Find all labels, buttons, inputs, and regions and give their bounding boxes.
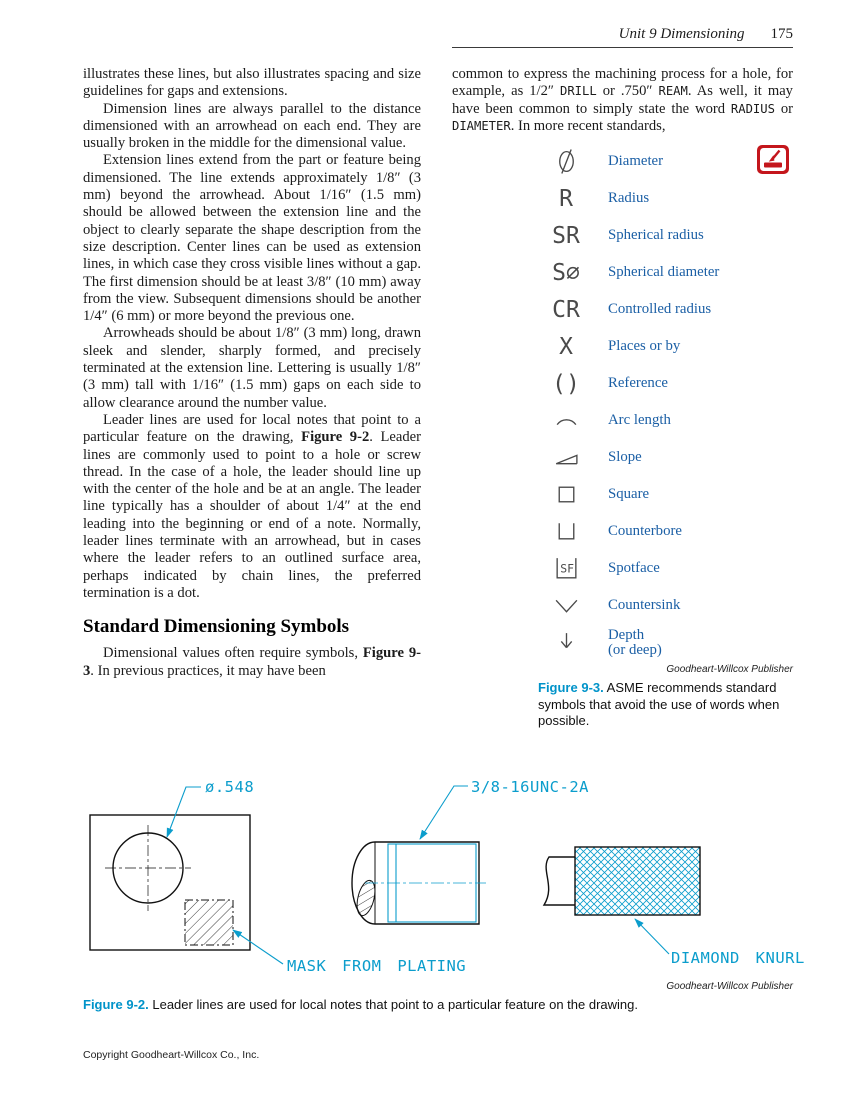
thread-note: 3/8-16UNC-2A — [471, 778, 589, 796]
symbol-row — [538, 513, 793, 550]
figure-9-2-caption-text: Leader lines are used for local notes that point to a particular feature on the drawing. — [148, 997, 638, 1012]
running-header — [619, 26, 793, 43]
header-page-number: 175 — [770, 26, 793, 42]
figure-9-3 — [452, 143, 793, 730]
figure-9-2-caption — [83, 997, 793, 1014]
section-heading: Standard Dimensioning Symbols — [83, 616, 350, 638]
square-symbol — [538, 481, 594, 508]
radius-symbol: R — [559, 185, 573, 212]
right-column — [452, 66, 793, 730]
figure-9-2-reference: Figure 9-2 — [301, 429, 370, 446]
symbol-label: Spotface — [608, 560, 660, 577]
symbol-label: Controlled radius — [608, 301, 712, 318]
symbol-row — [538, 217, 793, 254]
symbol-label: Arc length — [608, 412, 671, 429]
spotface-symbol — [538, 555, 594, 582]
symbol-label: Radius — [608, 190, 650, 207]
hole-diameter-note: ø.548 — [205, 778, 255, 796]
paragraph — [83, 412, 421, 602]
symbol-label: Depth (or deep) — [608, 626, 662, 658]
symbol-row — [538, 180, 793, 217]
diamond-knurl-note: DIAMOND KNURL — [671, 949, 805, 967]
paragraph: illustrates these lines, but also illustrates spacing and size guidelines for gaps and extensions. — [83, 66, 421, 100]
symbol-row — [538, 439, 793, 476]
reference-symbol: () — [552, 370, 580, 397]
paragraph-text: or .750″ — [596, 83, 659, 100]
term-radius: RADIUS — [730, 101, 775, 116]
paragraph-text: Leader lines are used for local notes that point to a particular feature on the drawing, — [83, 411, 421, 446]
figure-9-3-caption-text: ASME recommends standard symbols that avoid the use of words when possible. — [538, 680, 780, 729]
figure-9-3-reference: Figure 9-3 — [83, 645, 421, 679]
symbol-label: Slope — [608, 449, 642, 466]
symbol-row — [538, 328, 793, 365]
term-drill: DRILL — [560, 84, 597, 99]
countersink-symbol — [538, 592, 594, 619]
symbol-row — [538, 587, 793, 624]
counterbore-symbol — [538, 518, 594, 545]
paragraph: Arrowheads should be about 1/8″ (3 mm) long, drawn sleek and slender, sharply formed, and precisely terminated at the extension line. Lettering is usually 1/8″ (3 mm) tall with 1/16″ (1.5 mm) gaps on each side to allow clearance around the number value. — [83, 325, 421, 411]
left-column — [83, 66, 421, 680]
symbol-row — [538, 254, 793, 291]
symbol-label: Spherical diameter — [608, 264, 720, 281]
figure-9-2 — [83, 778, 805, 1014]
symbol-row — [538, 402, 793, 439]
places-symbol: X — [559, 333, 573, 360]
paragraph: Dimension lines are always parallel to the distance dimensioned with an arrowhead on each end. They are usually broken in the middle for the dimensional value. — [83, 100, 421, 152]
symbol-row — [538, 550, 793, 587]
copyright-footer: Copyright Goodheart-Willcox Co., Inc. — [83, 1049, 260, 1061]
header-rule — [452, 47, 793, 48]
header-section-title: Unit 9 Dimensioning — [618, 26, 745, 42]
depth-symbol — [538, 629, 594, 656]
symbol-row — [538, 624, 793, 661]
symbol-label: Spherical radius — [608, 227, 704, 244]
paragraph-text: or — [774, 100, 793, 117]
arc-length-symbol — [538, 407, 594, 434]
paragraph-text: common to express the machining process for a hole, for example, as 1/2″ — [452, 66, 793, 100]
symbol-row — [538, 476, 793, 513]
term-diameter: DIAMETER — [452, 118, 511, 133]
spherical-diameter-symbol: S∅ — [552, 259, 580, 286]
figure-9-3-attribution: Goodheart-Willcox Publisher — [666, 664, 793, 676]
symbol-row — [538, 143, 793, 180]
spherical-radius-symbol: SR — [552, 222, 580, 249]
symbol-label: Places or by — [608, 338, 681, 355]
paragraph-text: . As well, it may have been common to simply state the word — [452, 83, 793, 117]
figure-9-3-caption-label: Figure 9-3. — [538, 680, 604, 696]
paragraph: Extension lines extend from the part or feature being dimensioned. The line extends approximately 1/8″ (3 mm) beyond the arrowhead. About 1/16″ (1.5 mm) should be allowed between the extension line and the object to clearly separate the shape description from the size description. Center lines can be used as extension lines, in which case they cross visible lines without a gap. The first dimension should be at least 3/8″ (10 mm) away from the view. Subsequent dimensions should be another 1/4″ (6 mm) or more beyond the previous one. — [83, 152, 421, 325]
symbol-label: Square — [608, 486, 650, 503]
symbol-row — [538, 291, 793, 328]
paragraph-text: . In previous practices, it may have been — [90, 662, 326, 679]
diameter-symbol — [538, 148, 594, 175]
digital-resource-icon[interactable] — [757, 145, 789, 174]
symbol-row — [538, 365, 793, 402]
paragraph-text: . In more recent standards, — [510, 117, 666, 134]
figure-9-2-caption-label: Figure 9-2. — [83, 997, 149, 1012]
symbol-label: Counterbore — [608, 523, 682, 540]
paragraph-text: . Leader lines are commonly used to point to a hole or screw thread. In the case of a hole, the leader should line up with the center of the hole and be at an angle. The leader line typically has a shoulder of about 1/4″ at the end leading into the beginning or end of a note. Normally, leader lines terminate with an arrowhead, but in cases where the leader refers to an outlined surface area, perhaps indicated by chain lines, the preferred termination is a dot. — [83, 429, 421, 601]
symbol-label: Reference — [608, 375, 668, 392]
figure-9-2-drawings — [83, 778, 805, 978]
term-ream: REAM — [658, 84, 688, 99]
symbol-label: Diameter — [608, 153, 664, 170]
leader-line-drawings — [83, 778, 793, 978]
mask-from-plating-note: MASK FROM PLATING — [287, 957, 467, 975]
controlled-radius-symbol: CR — [552, 296, 580, 323]
svg-text:SF: SF — [559, 561, 574, 576]
paragraph — [83, 645, 421, 680]
figure-9-3-caption — [538, 680, 793, 730]
paragraph-text: Dimensional values often require symbols, — [103, 645, 363, 662]
figure-9-2-attribution: Goodheart-Willcox Publisher — [666, 981, 793, 992]
paragraph — [452, 66, 793, 135]
slope-symbol — [538, 444, 594, 471]
symbol-label: Countersink — [608, 597, 681, 614]
